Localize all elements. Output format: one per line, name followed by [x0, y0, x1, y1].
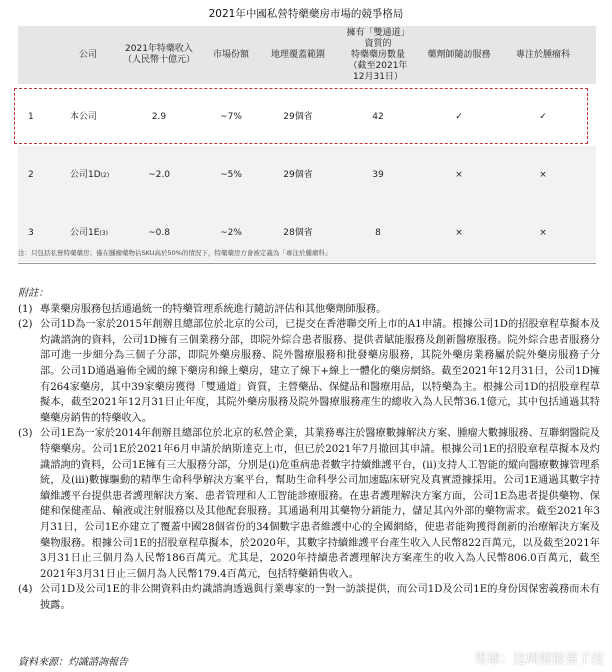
divider [18, 263, 596, 264]
source-line: 資料來源：灼識諮詢報告 [18, 657, 128, 668]
note-number: (1) [18, 303, 33, 315]
check-icon: ✓ [539, 111, 547, 122]
header-share: 市場份額 [212, 49, 249, 60]
row-company: 公司1E (3) [70, 227, 108, 238]
check-icon: ✓ [455, 111, 463, 122]
table-row [18, 146, 596, 204]
row-rank: 2 [28, 169, 34, 180]
header-followup: 藥劑師隨訪服務 [427, 49, 491, 60]
row-share: ~5% [220, 169, 242, 180]
row-pharmacies: 42 [372, 111, 384, 122]
row-rank: 1 [28, 111, 34, 122]
row-company: 本公司 [70, 111, 98, 122]
note-number: (3) [18, 428, 33, 440]
header-coverage: 地理覆蓋範圍 [270, 49, 325, 60]
header-company: 公司 [78, 49, 97, 60]
note-number: (2) [18, 319, 33, 331]
row-rank: 3 [28, 227, 34, 238]
note-item [18, 317, 600, 426]
cross-icon: × [455, 169, 463, 180]
row-coverage: 28個省 [283, 227, 313, 238]
row-revenue: ~0.8 [148, 227, 170, 238]
note-item [18, 582, 600, 613]
note-text: 公司1E為一家於2014年創辦且總部位於北京的私營企業，其業務專注於醫療數據解決方案、腫瘤大數據服務、互聯網醫院及特藥藥房。公司1E於2021年6月申請於納斯達克上市，但已於2021年7月撤回其申請。根據公司1E的招股章程草擬本及灼識諮詢的資料，公司1E擁有三大服務分部，分別是(i)危重病患者數字持續維護平台，(ii)支持人工智能的縱向醫療數據管理系統，及(iii)數據驅動的精準生命科學解決方案平台，幫助生命科學公司加速臨床研究及真實證據採用。公司1E通過其數字持續維護平台提供患者護理解決方案、患者管理和人工智能診療服務。在患者護理解決方案方面，公司1E為患者提供藥物、保健和保健產品、輸液或注射服務以及其他配套服務。其通過利用其藥物分銷能力，儲足其內外部的藥物需求。截至2021年3月31日，公司1E亦建立了覆蓋中國28個省份的34個數字患者維護中心的全國網絡，使患者能夠獲得創新的治療解決方案及藥物服務。根據公司1E的招股章程草擬本，於2020年，其數字持續維護平台產生收入人民幣822百萬元，以及截至2021年3月31日止三個月為人民幣186百萬元。尤其是，2020年持續患者護理解決方案產生的收入為人民幣806.0百萬元，截至2021年3月31日止三個月為人民幣179.4百萬元，包括特藥銷售收入。 [40, 428, 600, 580]
note-text: 公司1D及公司1E的非公開資料由灼識諮詢透過與行業專家的一對一訪談提供，而公司1D及公司1E的身份因保密義務而未有披露。 [40, 584, 600, 611]
note-text: 公司1D為一家於2015年創辦且總部位於北京的公司，已提交在香港聯交所上市的A1申請。根據公司1D的招股章程草擬本及灼識諮詢的資料，公司1D擁有三個業務分部，即院外綜合患者服務、提供者賦能服務及創新醫療服務。院外綜合患者服務分部可進一步細分為三個子分部，即院外藥房服務、院外醫療服務和批發藥房服務，其院外藥房業務屬於院外藥房服務子分部。公司1D通過遍佈全國的線下藥房和線上藥房，建立了線下+線上一體化的藥房網絡。截至2021年12月31日，公司1D擁有264家藥房，其中39家藥房獲得「雙通道」資質，主營藥品、保健品和醫療用品，以特藥為主。根據公司1D的招股章程草擬本，截至2021年12月31日止年度，其院外藥房服務及院外醫療服務產生的總收入為人民幣36.1億元，其中包括通過其特藥藥房銷售的特藥收入。 [40, 319, 600, 424]
cross-icon: × [539, 169, 547, 180]
notes-section [18, 286, 600, 613]
row-pharmacies: 39 [372, 169, 384, 180]
header-oncology: 專注於腫瘤科 [515, 49, 570, 60]
page-title: 2021年中國私營特藥藥房市場的競爭格局 [208, 8, 404, 20]
note-item [18, 302, 600, 318]
header-pharmacies: 擁有「雙通道」 資質的 特藥藥房數量 （截至2021年 12月31日） [346, 27, 410, 82]
row-coverage: 29個省 [283, 111, 313, 122]
note-item [18, 426, 600, 582]
row-pharmacies: 8 [375, 227, 381, 238]
highlight-box [14, 88, 588, 144]
row-company: 公司1D (2) [70, 169, 110, 180]
cross-icon: × [539, 227, 547, 238]
row-revenue: ~2.0 [148, 169, 170, 180]
row-revenue: 2.9 [151, 111, 167, 122]
table-header [18, 26, 596, 84]
row-share: ~7% [220, 111, 242, 122]
note-text: 專業藥房服務包括通過統一的特藥管理系統進行隨訪評估和其他藥劑師服務。 [40, 303, 387, 315]
notes-heading: 附註： [18, 288, 49, 299]
table-footnote: 注：只包括私營特藥藥房；僅在腫瘤藥物佔SKU高於50%的情況下，特藥藥房方會被定義為「專注於腫瘤科」 [18, 249, 332, 257]
cross-icon: × [455, 227, 463, 238]
row-share: ~2% [220, 227, 242, 238]
row-coverage: 29個省 [283, 169, 313, 180]
note-number: (4) [18, 584, 33, 596]
watermark: 雪球：这周财报看了没 [473, 652, 604, 667]
header-revenue: 2021年特藥收入 （人民幣十億元） [122, 44, 195, 65]
